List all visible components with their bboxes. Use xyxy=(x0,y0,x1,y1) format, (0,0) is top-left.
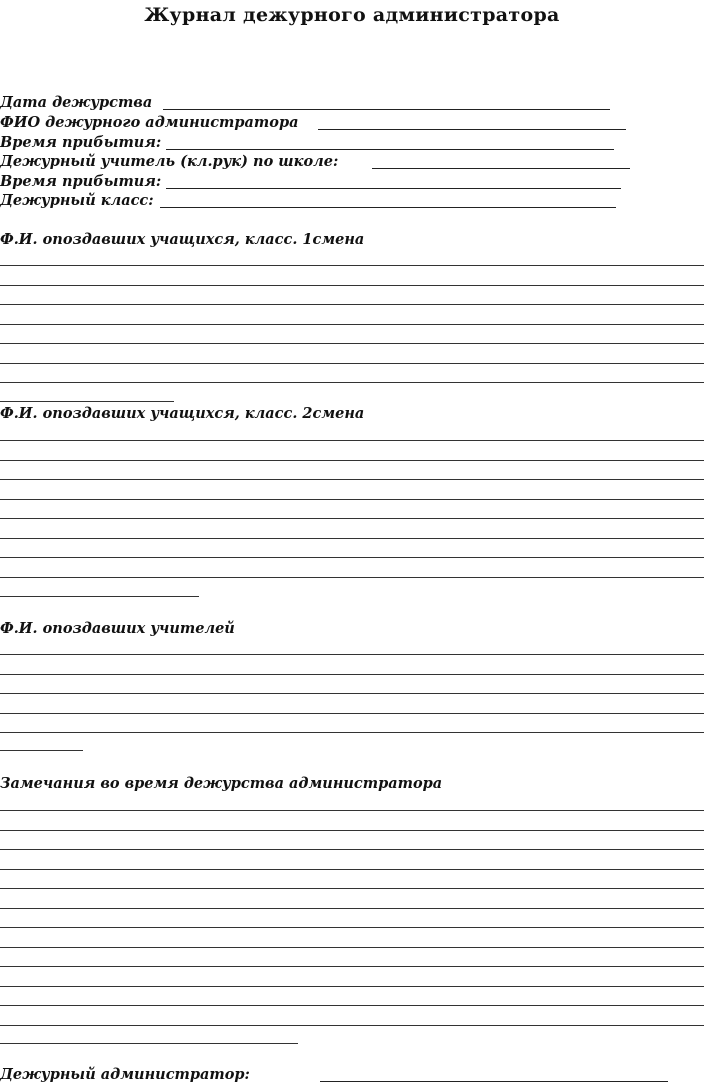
shift2-line[interactable] xyxy=(0,440,704,441)
shift2-line[interactable] xyxy=(0,479,704,480)
shift2-line[interactable] xyxy=(0,460,704,461)
teacher-arrival-line[interactable] xyxy=(166,188,621,189)
shift2-line[interactable] xyxy=(0,557,704,558)
admin-arrival-label: Время прибытия: xyxy=(0,134,162,151)
remarks-line[interactable] xyxy=(0,830,704,831)
shift1-line[interactable] xyxy=(0,324,704,325)
teachers-line[interactable] xyxy=(0,732,704,733)
shift2-line[interactable] xyxy=(0,499,704,500)
teachers-short-line[interactable] xyxy=(0,750,83,751)
duty-class-line[interactable] xyxy=(160,207,616,208)
remarks-line[interactable] xyxy=(0,888,704,889)
shift1-line[interactable] xyxy=(0,304,704,305)
remarks-heading: Замечания во время дежурства администратора xyxy=(0,775,443,792)
remarks-line[interactable] xyxy=(0,810,704,811)
shift1-line[interactable] xyxy=(0,382,704,383)
shift1-line[interactable] xyxy=(0,343,704,344)
duty-class-label: Дежурный класс: xyxy=(0,192,154,209)
shift1-line[interactable] xyxy=(0,285,704,286)
remarks-line[interactable] xyxy=(0,1005,704,1006)
duty-date-line[interactable] xyxy=(163,109,610,110)
shift2-line[interactable] xyxy=(0,538,704,539)
teacher-arrival-label: Время прибытия: xyxy=(0,173,162,190)
remarks-short-line[interactable] xyxy=(0,1043,298,1044)
admin-name-label: ФИО дежурного администратора xyxy=(0,114,299,131)
teachers-line[interactable] xyxy=(0,693,704,694)
page-title: Журнал дежурного администратора xyxy=(144,4,560,26)
teachers-line[interactable] xyxy=(0,713,704,714)
remarks-line[interactable] xyxy=(0,966,704,967)
shift1-line[interactable] xyxy=(0,265,704,266)
signature-label: Дежурный администратор: xyxy=(0,1066,250,1083)
late-students-shift2-heading: Ф.И. опоздавших учащихся, класс. 2смена xyxy=(0,405,365,422)
shift2-short-line[interactable] xyxy=(0,596,199,597)
remarks-line[interactable] xyxy=(0,927,704,928)
shift1-short-line[interactable] xyxy=(0,401,174,402)
shift2-line[interactable] xyxy=(0,518,704,519)
admin-arrival-line[interactable] xyxy=(166,149,614,150)
duty-date-label: Дата дежурства xyxy=(0,94,153,111)
admin-name-line[interactable] xyxy=(318,129,626,130)
remarks-line[interactable] xyxy=(0,947,704,948)
remarks-line[interactable] xyxy=(0,869,704,870)
shift1-line[interactable] xyxy=(0,363,704,364)
late-teachers-heading: Ф.И. опоздавших учителей xyxy=(0,620,235,637)
signature-line[interactable] xyxy=(320,1081,668,1082)
teachers-line[interactable] xyxy=(0,674,704,675)
remarks-line[interactable] xyxy=(0,908,704,909)
duty-teacher-line[interactable] xyxy=(372,168,630,169)
shift2-line[interactable] xyxy=(0,577,704,578)
remarks-line[interactable] xyxy=(0,1025,704,1026)
duty-teacher-label: Дежурный учитель (кл.рук) по школе: xyxy=(0,153,339,170)
remarks-line[interactable] xyxy=(0,986,704,987)
teachers-line[interactable] xyxy=(0,654,704,655)
late-students-shift1-heading: Ф.И. опоздавших учащихся, класс. 1смена xyxy=(0,231,365,248)
remarks-line[interactable] xyxy=(0,849,704,850)
